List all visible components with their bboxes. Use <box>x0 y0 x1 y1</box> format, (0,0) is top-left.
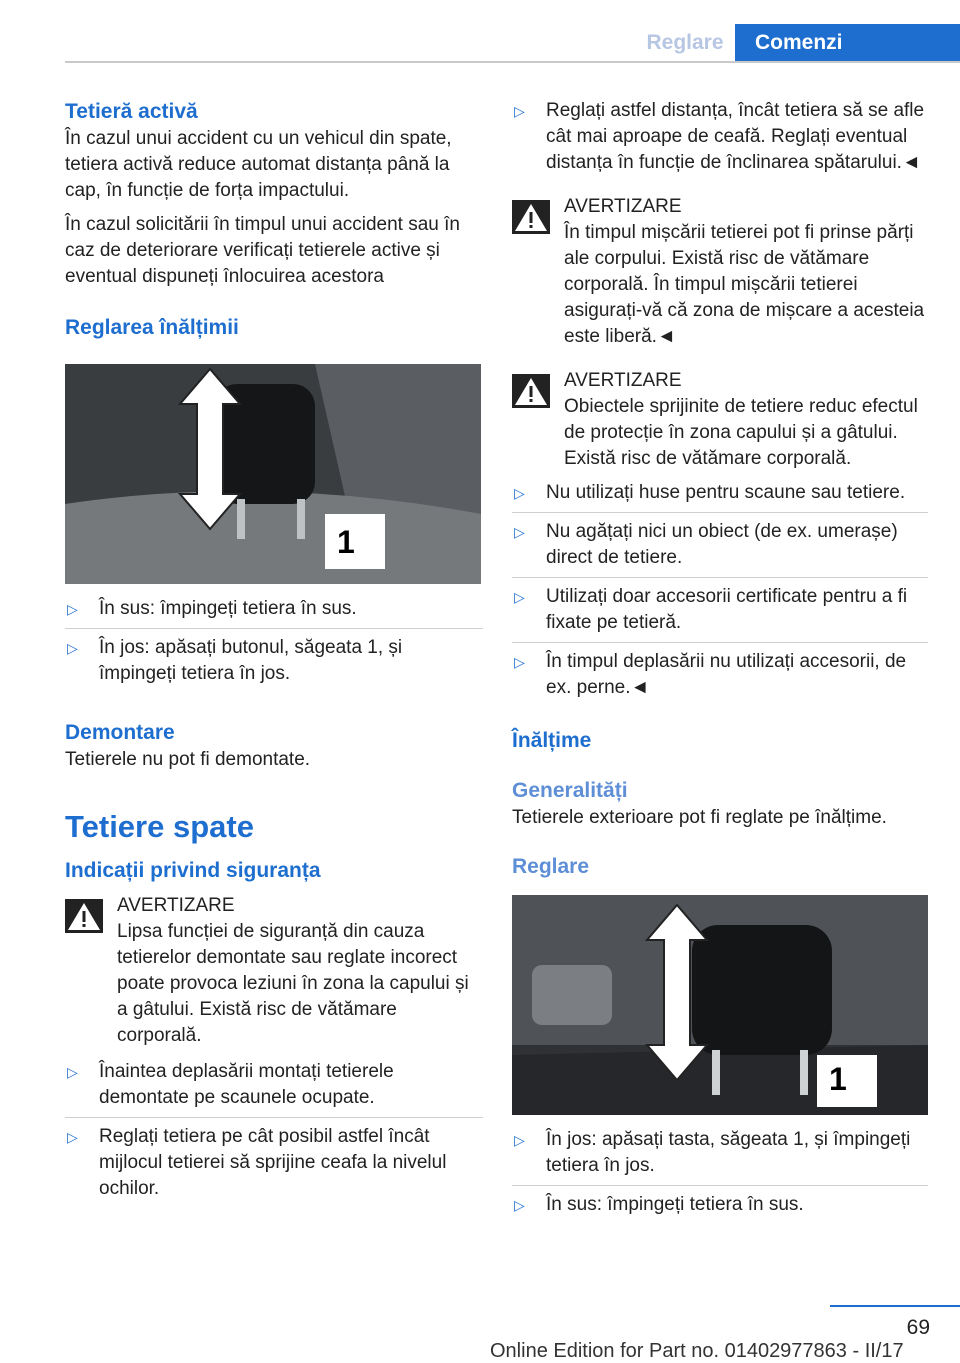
bullet-huse: ▷ Nu utilizați huse pentru scaune sau tetiere. <box>512 480 928 506</box>
headrest-rear-illustration <box>512 895 928 1115</box>
bullet-triangle-icon: ▷ <box>514 654 525 670</box>
tab-comenzi[interactable]: Comenzi <box>735 24 960 62</box>
figure-label-1: 1 <box>337 524 355 560</box>
warning-label: AVERTIZARE <box>117 895 235 916</box>
figure-label-1-rear: 1 <box>829 1061 847 1097</box>
bullet-reglati: ▷ Reglați tetiera pe cât posibil astfel încât mijlocul tetierei să sprijine ceafa la nivelul ochilor. <box>67 1126 447 1199</box>
page-number: 69 <box>906 1316 930 1339</box>
headrest-rear-photo <box>512 895 928 1115</box>
footer-rule <box>830 1305 960 1307</box>
generalitati-text: Tetierele exterioare pot fi reglate pe înălțime. <box>512 807 887 828</box>
bullet-triangle-icon: ▷ <box>67 1064 78 1080</box>
warning-text: Lipsa funcției de siguranță din cauza tetierelor demontate sau reglate incorect poate provoca leziuni în zona la capului și a gâtului. Există risc de vătămare corporală. <box>117 921 469 1046</box>
demontare-heading: Demontare <box>65 721 175 744</box>
tetiera-activa-heading: Tetieră activă <box>65 100 198 123</box>
inaltime-heading: Înălțime <box>512 729 592 752</box>
warning-icon <box>512 374 550 408</box>
reglare-heading: Reglare <box>512 855 590 878</box>
bullet-triangle-icon: ▷ <box>67 601 78 617</box>
footer-text: Online Edition for Part no. 01402977863 - II/17 <box>490 1340 904 1362</box>
bullet-montati: ▷ Înaintea deplasării montați tetierele demontate pe scaunele ocupate. <box>67 1061 394 1108</box>
right-column <box>512 98 928 1218</box>
demontare-text: Tetierele nu pot fi demontate. <box>65 749 311 770</box>
headrest-front-photo <box>65 364 481 584</box>
tab-reglare[interactable]: Reglare <box>646 31 724 54</box>
bullet-triangle-icon: ▷ <box>514 1197 525 1213</box>
bullet-triangle-icon: ▷ <box>514 589 525 605</box>
bullet-sus: ▷ În sus: împingeți tetiera în sus. <box>65 596 483 622</box>
warning-text-2: Obiectele sprijinite de tetiere reduc efectul de protecție în zona capului și a gâtului. Există risc de vătămare corporală. <box>564 396 918 469</box>
bullet-triangle-icon: ▷ <box>67 1129 78 1145</box>
bullet-jos-rear: ▷ În jos: apăsați tasta, săgeata 1, și împingeți tetiera în jos. <box>514 1129 911 1176</box>
warning-icon <box>512 200 550 234</box>
headrest-front-illustration <box>65 364 481 584</box>
tetiera-activa-p2: În cazul solicitării în timpul unui accident sau în caz de deteriorare verificați tetierele active și eventual dispuneți înlocuirea acestora <box>65 214 460 287</box>
bullet-triangle-icon: ▷ <box>514 524 525 540</box>
reglarea-heading: Reglarea înălțimii <box>65 316 239 339</box>
left-column <box>65 98 483 1202</box>
bullet-triangle-icon: ▷ <box>514 103 525 119</box>
bullet-perne: ▷ În timpul deplasării nu utilizați accesorii, de ex. perne.◄ <box>514 651 907 698</box>
bullet-jos: ▷ În jos: apăsați butonul, săgeata 1, și împingeți tetiera în jos. <box>67 637 403 684</box>
warning-block-1 <box>512 194 928 350</box>
bullet-distanta: ▷ Reglați astfel distanța, încât tetiera să se afle cât mai aproape de ceafă. Reglați eventual distanța în funcție de înclinarea spătarului.◄ <box>514 100 925 173</box>
tetiera-activa-p1: În cazul unui accident cu un vehicul din spate, tetiera activă reduce automat distanța până la cap, în funcție de forța impactului. <box>65 128 452 201</box>
bullet-accesorii: ▷ Utilizați doar accesorii certificate pentru a fi fixate pe tetieră. <box>514 586 908 633</box>
generalitati-heading: Generalități <box>512 779 628 802</box>
bullet-triangle-icon: ▷ <box>514 485 525 501</box>
warning-text-1: În timpul mișcării tetierei pot fi prinse părți ale corpului. Există risc de vătămare corporală. În timpul mișcării tetierei asigurați-vă că zona de mișcare a acesteia este liberă.◄ <box>564 222 925 347</box>
header-rule <box>65 61 960 63</box>
bullet-sus-rear: ▷ În sus: împingeți tetiera în sus. <box>512 1192 928 1218</box>
tetiere-spate-heading: Tetiere spate <box>65 809 254 844</box>
bullet-triangle-icon: ▷ <box>67 640 78 656</box>
warning-label-1: AVERTIZARE <box>564 196 682 217</box>
indicatii-heading: Indicații privind siguranța <box>65 859 321 882</box>
bullet-triangle-icon: ▷ <box>514 1132 525 1148</box>
warning-block <box>65 893 483 1049</box>
warning-icon <box>65 899 103 933</box>
bullet-agatati: ▷ Nu agățați nici un obiect (de ex. umerașe) direct de tetiere. <box>514 521 898 568</box>
warning-label-2: AVERTIZARE <box>564 370 682 391</box>
warning-block-2 <box>512 368 928 472</box>
